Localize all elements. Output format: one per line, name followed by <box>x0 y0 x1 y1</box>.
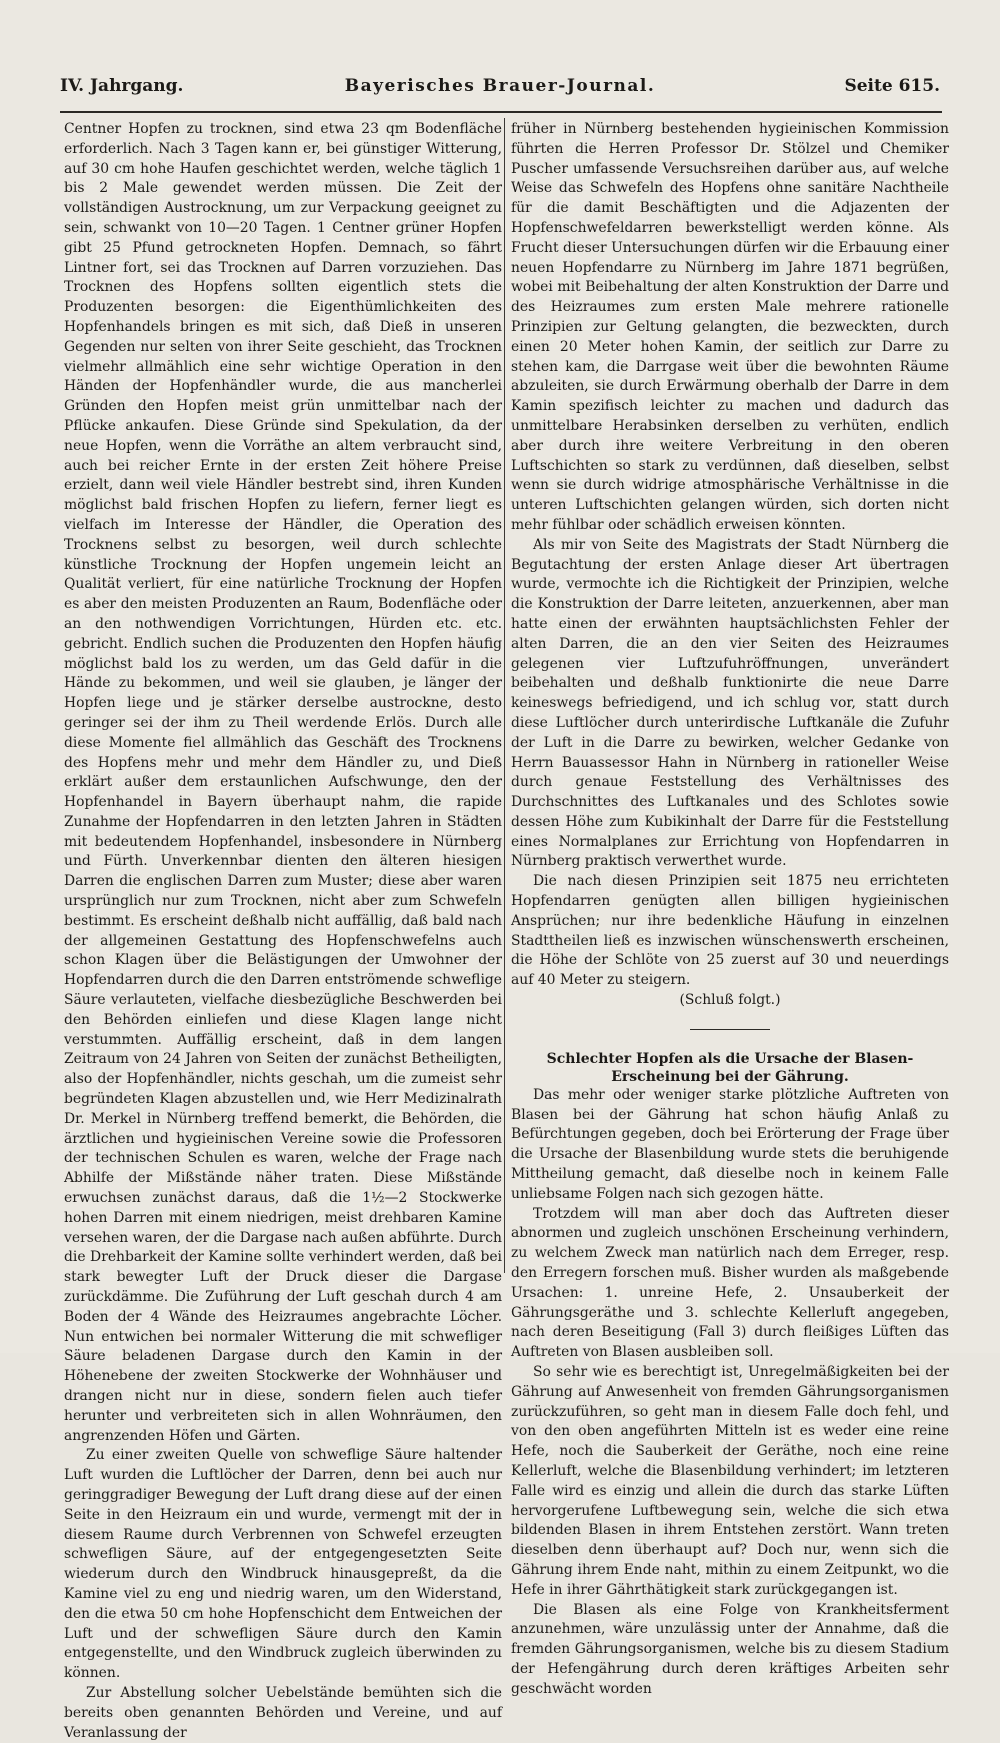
journal-title: Bayerisches Brauer-Journal. <box>344 76 656 96</box>
paragraph: Die Blasen als eine Folge von Krankheitsferment anzunehmen, wäre unzulässig unter der Annahme, daß die fremden Gährungsorganismen, welche bis zu diesem Stadium der Hefengährung durch deren kräftiges Arbeiten sehr geschwächt worden <box>511 1601 949 1697</box>
signoff: (Schluß folgt.) <box>679 992 781 1009</box>
article-heading: Schlechter Hopfen als die Ursache der Blasen-Erscheinung bei der Gährung. <box>546 1050 914 1085</box>
paragraph: Centner Hopfen zu trocknen, sind etwa 23 qm Bodenfläche erforderlich. Nach 3 Tagen kann er, bei günstiger Witterung, auf 30 cm hohe Haufen geschichtet werden, welche täglich 1 bis 2 Male gewendet werden müssen. Die Zeit der vollständigen Austrocknung, um zur Verpackung geeignet zu sein, schwankt von 10—20 Tagen. 1 Centner grüner Hopfen gibt 25 Pfund getrockneten Hopfen. Demnach, so fährt Lintner fort, sei das Trocknen auf Darren vorzuziehen. Das Trocknen des Hopfens sollten eigentlich stets die Produzenten besorgen: die Eigenthümlichkeiten des Hopfenhandels bringen es mit sich, daß Dieß in unseren Gegenden nur selten von ihrer Seite geschieht, das Trocknen vielmehr allmählich eine sehr wichtige Operation in den Händen der Hopfenhändler wurde, die aus mancherlei Gründen den Hopfen meist grün unmittelbar nach der Pflücke ankaufen. Diese Gründe sind Spekulation, da der neue Hopfen, wenn die Vorräthe an altem verbraucht sind, auch bei reicher Ernte in der ersten Zeit höhere Preise erzielt, dann weil viele Händler bestrebt sind, ihren Kunden möglichst bald frischen Hopfen zu liefern, ferner liegt es vielfach im Interesse der Händler, die Operation des Trocknens selbst zu besorgen, weil durch schlechte künstliche Trocknung der Hopfen ungemein leicht an Qualität verliert, für eine natürliche Trocknung der Hopfen es aber den meisten Produzenten an Raum, Bodenfläche oder an den nothwendigen Vorrichtungen, Hürden etc. etc. gebricht. Endlich suchen die Produzenten den Hopfen häufig möglichst bald los zu werden, um das Geld dafür in die Hände zu bekommen, und weil sie glauben, je länger der Hopfen liege und je stärker derselbe austrockne, desto geringer sei der ihm zu Theil werdende Erlös. Durch alle diese Momente fiel allmählich das Geschäft des Trocknens des Hopfens mehr und mehr dem Händler zu, und Dieß erklärt außer dem erstaunlichen Aufschwunge, den der Hopfenhandel in Bayern überhaupt nahm, die rapide Zunahme der Hopfendarren in den letzten Jahren in Städten mit bedeutendem Hopfenhandel, insbesondere in Nürnberg und Fürth. Unverkennbar dienten den älteren hiesigen Darren die englischen Darren zum Muster; diese aber waren ursprünglich nur zum Trocknen, nicht aber zum Schwefeln bestimmt. Es erscheint deßhalb nicht auffällig, daß bald nach der allgemeinen Gestattung des Hopfenschwefelns auch schon Klagen über die Belästigungen der Umwohner der Hopfendarren durch die den Darren entströmende schweflige Säure verlauteten, vielfache diesbezügliche Beschwerden bei den Behörden einliefen und diese Klagen lange nicht verstummten. Auffällig erscheint, daß in dem langen Zeitraum von 24 Jahren von Seiten der zunächst Betheiligten, also der Hopfenhändler, nichts geschah, um die zumeist sehr begründeten Klagen abzustellen und, wie Herr Medizinalrath Dr. Merkel in Nürnberg treffend bemerkt, die Behörden, die ärztlichen und hygieinischen Vereine sowie die Professoren der technischen Schulen es waren, welche der Frage nach Abhilfe der Mißstände näher traten. Diese Mißstände erwuchsen zunächst daraus, daß die 1½—2 Stockwerke hohen Darren mit einem niedrigen, meist drehbaren Kamine versehen waren, der die Dargase nach außen abführte. Durch die Drehbarkeit der Kamine sollte verhindert werden, daß bei stark bewegter Luft der Druck dieser die Dargase zurückdämme. Die Zuführung der Luft geschah durch 4 am Boden der 4 Wände des Heizraumes angebrachte Löcher. Nun entwichen bei normaler Witterung die mit schwefliger Säure beladenen Dargase durch den Kamin in der Höhenebene der zweiten Stockwerke der Wohnhäuser und drangen nicht nur in diese, sondern fielen auch tiefer herunter und verbreiteten sich in allen Wohnräumen, den angrenzenden Höfen und Gärten. <box>64 121 502 1444</box>
header-rule <box>60 111 942 113</box>
paragraph: Zur Abstellung solcher Uebelstände bemühten sich die bereits oben genannten Behörden und Vereine, und auf Veranlassung der <box>64 1684 502 1741</box>
page-header <box>60 76 940 106</box>
paragraph: Zu einer zweiten Quelle von schweflige Säure haltender Luft wurden die Luftlöcher der Darren, denn bei auch nur geringgradiger Bewegung der Luft drang diese auf der einen Seite in den Heizraum ein und wurde, vermengt mit der in diesem Raume durch Verbrennen von Schwefel erzeugten schwefligen Säure, auf der entgegengesetzten Seite wiederum durch den Windbruck hinausgepreßt, da die Kamine viel zu eng und niedrig waren, um den Widerstand, den die etwa 50 cm hohe Hopfenschicht dem Entweichen der Luft und der schwefligen Säure durch den Kamin entgegenstellte, und den Windbruck zugleich überwinden zu können. <box>64 1447 502 1682</box>
paragraph: Trotzdem will man aber doch das Auftreten dieser abnormen und zugleich unschönen Erscheinung verhindern, zu welchem Zweck man natürlich nach dem Erreger, resp. den Erregern forschen muß. Bisher wurden als maßgebende Ursachen: 1. unreine Hefe, 2. Unsauberkeit der Gährungsgeräthe und 3. schlechte Kellerluft angegeben, nach deren Beseitigung (Fall 3) durch fleißiges Lüften das Auftreten von Blasen ausbleiben soll. <box>511 1205 949 1361</box>
column-divider <box>504 118 505 1273</box>
article-separator <box>690 1029 770 1030</box>
paragraph: So sehr wie es berechtigt ist, Unregelmäßigkeiten bei der Gährung auf Anwesenheit von fremden Gährungsorganismen zurückzuführen, so geht man in diesem Falle doch fehl, und von den oben angeführten Mitteln ist es weder eine reine Hefe, noch die Sauberkeit der Geräthe, noch eine reine Kellerluft, welche die Blasenbildung verhindert; im letzteren Falle wird es einzig und allein die durch das starke Lüften hervorgerufene Luftbewegung sein, welche die sich etwa bildenden Blasen in ihrem Entstehen zerstört. Wann treten dieselben denn überhaupt auf? Doch nur, wenn sich die Gährung ihrem Ende naht, mithin zu einem Zeitpunkt, wo die Hefe in ihrer Gährthätigkeit stark zurückgegangen ist. <box>511 1364 949 1598</box>
paragraph: Das mehr oder weniger starke plötzliche Auftreten von Blasen bei der Gährung hat schon häufig Anlaß zu Befürchtungen gegeben, doch bei Erörterung der Frage über die Ursache der Blasenbildung wurde stets die beruhigende Mittheilung gemacht, daß dieselbe noch in keinem Falle unliebsame Folgen nach sich gezogen hätte. <box>511 1086 949 1202</box>
page-number: Seite 615. <box>844 76 940 96</box>
left-column <box>64 120 502 1743</box>
paragraph: Die nach diesen Prinzipien seit 1875 neu errichteten Hopfendarren genügten allen billigen hygieinischen Ansprüchen; nur ihre bedenkliche Häufung in einzelnen Stadttheilen ließ es inzwischen wünschenswerth erscheinen, die Höhe der Schlöte von 25 zuerst auf 30 und neuerdings auf 40 Meter zu steigern. <box>511 873 949 989</box>
volume-label: IV. Jahrgang. <box>60 76 184 96</box>
paragraph: Als mir von Seite des Magistrats der Stadt Nürnberg die Begutachtung der ersten Anlage dieser Art übertragen wurde, vermochte ich die Richtigkeit der Prinzipien, welche die Konstruktion der Darre leiteten, anzuerkennen, aber man hatte einen der erwähnten hauptsächlichsten Fehler der alten Darren, die an den vier Seiten des Heizraumes gelegenen vier Luftzufuhröffnungen, unverändert beibehalten und deßhalb funktionirte die neue Darre keineswegs befriedigend, und ich schlug vor, statt durch diese Luftlöcher durch unterirdische Luftkanäle die Zufuhr der Luft in die Darre zu bewirken, welcher Gedanke von Herrn Bauassessor Hahn in Nürnberg in rationeller Weise durch genaue Feststellung des Verhältnisses des Durchschnittes des Luftkanales und des Schlotes sowie dessen Höhe zum Kubikinhalt der Darre für die Feststellung eines Normalplanes zur Errichtung von Hopfendarren in Nürnberg praktisch verwerthet wurde. <box>511 536 949 870</box>
right-column <box>511 120 949 1700</box>
paragraph: früher in Nürnberg bestehenden hygieinischen Kommission führten die Herren Professor Dr. Stölzel und Chemiker Puscher umfassende Versuchsreihen darüber aus, auf welche Weise das Schwefeln des Hopfens ohne sanitäre Nachtheile für die damit Beschäftigten und die Adjazenten der Hopfenschwefeldarren bewerkstelligt werden könne. Als Frucht dieser Untersuchungen dürfen wir die Erbauung einer neuen Hopfendarre zu Nürnberg im Jahre 1871 begrüßen, wobei mit Beibehaltung der alten Konstruktion der Darre und des Heizraumes zum ersten Male mehrere rationelle Prinzipien zur Geltung gelangten, die bezweckten, durch einen 20 Meter hohen Kamin, der seitlich zur Darre zu stehen kam, die Darrgase weit über die bewohnten Räume abzuleiten, sie durch Erwärmung oberhalb der Darre in dem Kamin spezifisch leichter zu machen und dadurch das unmittelbare Herabsinken derselben zu verhüten, endlich aber durch ihre weitere Verbreitung in den oberen Luftschichten so stark zu verdünnen, daß dieselben, selbst wenn sie durch widrige atmosphärische Verhältnisse in die unteren Luftschichten gelangen würden, sich dorten nicht mehr fühlbar oder schädlich erweisen könnten. <box>511 121 949 533</box>
